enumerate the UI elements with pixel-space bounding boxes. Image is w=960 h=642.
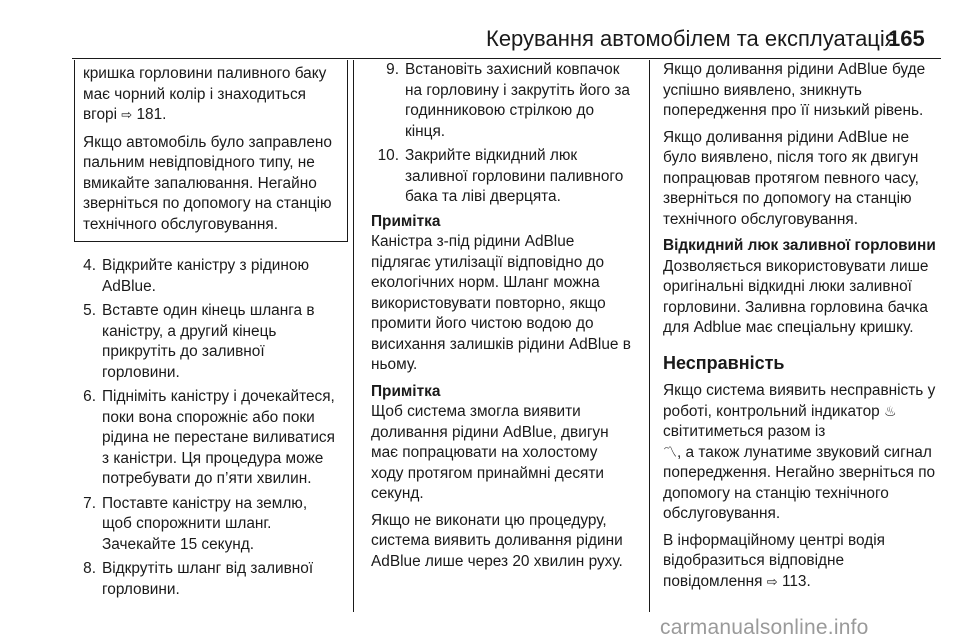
cross-reference-arrow-icon: ⇨ (766, 574, 778, 590)
list-item: 6. Підніміть каністру і дочекайтеся, поки вона спорожніє або поки рідина не перестане виливатися з каністри. Ця процедура може потребувати до п’яти хвилин. (83, 388, 335, 487)
body-paragraph: Якщо доливання рідини AdBlue не було виявлено, після того як двигун попрацював протягом певного часу, зверніться по допомогу на станцію технічного обслуговування. (663, 128, 919, 228)
cross-reference-page: 113. (781, 572, 811, 590)
list-item: 9. Встановіть захисний ковпачок на горловину і закрутіть його за годинниковою стрілкою до кінця. (386, 61, 630, 140)
section-heading-filler-flap: Відкидний люк заливної горловини (663, 237, 936, 254)
body-paragraph: Якщо доливання рідини AdBlue буде успішно виявлено, зникнуть попередження про її низький рівень. (663, 61, 926, 119)
watermark: carmanualsonline.info (660, 616, 869, 639)
step-list (82, 256, 340, 600)
body-paragraph: Якщо не виконати цю процедуру, система виявить доливання рідини AdBlue лише через 20 хвилин руху. (371, 511, 623, 570)
page-header (0, 0, 960, 50)
header-rule (72, 58, 941, 59)
column-3 (663, 60, 943, 599)
note-title: Примітка (371, 212, 441, 230)
body-paragraph: Дозволяється використовувати лише оригінальні відкидні люки заливної горловини. Заливна горловина бачка для Adblue має спеціальну кришку. (663, 257, 929, 336)
list-item: 5. Вставте один кінець шланга в каністру, а другий кінець прикрутіть до заливної горловини. (83, 302, 315, 381)
cross-reference-arrow-icon: ⇨ (121, 108, 133, 123)
list-item: 4. Відкрийте каністру з рідиною AdBlue. (83, 257, 310, 295)
note-title: Примітка (371, 382, 441, 400)
list-item: 7. Поставте каністру на землю, щоб спорожнити шланг. Зачекайте 15 секунд. (83, 494, 308, 553)
page-number: 165 (888, 26, 925, 51)
emission-warning-icon: ♨ (884, 403, 897, 420)
chapter-title: Керування автомобілем та експлуатація (486, 26, 897, 51)
column-2 (371, 60, 633, 578)
notice-paragraph: Якщо автомобіль було заправлено пальним невідповідного типу, не вмикайте запалювання. Негайно зверніться по допомогу на станцію технічного обслуговування. (83, 133, 332, 233)
wrench-icon: 〽 (663, 444, 677, 461)
section-heading-fault: Несправність (663, 352, 785, 373)
body-paragraph: В інформаційному центрі водія відобразиться відповідне повідомлення ⇨ 113. (663, 531, 885, 590)
body-paragraph: Якщо система виявить несправність у роботі, контрольний індикатор ♨ світитиметься разом із 〽, а також лунатиме звуковий сигнал попередження. Негайно зверніться по допомогу на станцію технічного обслуговування. (663, 382, 936, 522)
warning-notice-box (74, 60, 348, 242)
cross-reference-page: 181. (136, 106, 167, 123)
notice-paragraph: кришка горловини паливного баку має чорний колір і знаходиться вгорі ⇨ 181. (83, 65, 327, 123)
step-list (371, 60, 633, 208)
column-1 (82, 60, 340, 604)
column-divider-1 (353, 60, 354, 612)
column-divider-2 (649, 60, 650, 612)
note-text: Каністра з-під рідини AdBlue підлягає утилізації відповідно до екологічних норм. Шланг можна використовувати повторно, якщо промити його чистою водою до висихання залишків рідини AdBlue в ньому. (371, 233, 631, 373)
list-item: 8. Відкрутіть шланг від заливної горловини. (83, 560, 314, 598)
list-item: 10. Закрийте відкидний люк заливної горловини паливного бака та ліві дверцята. (377, 147, 624, 205)
note-text: Щоб система змогла виявити доливання рідини AdBlue, двигун має попрацювати на холостому ходу протягом принаймні десяти секунд. (371, 403, 609, 502)
